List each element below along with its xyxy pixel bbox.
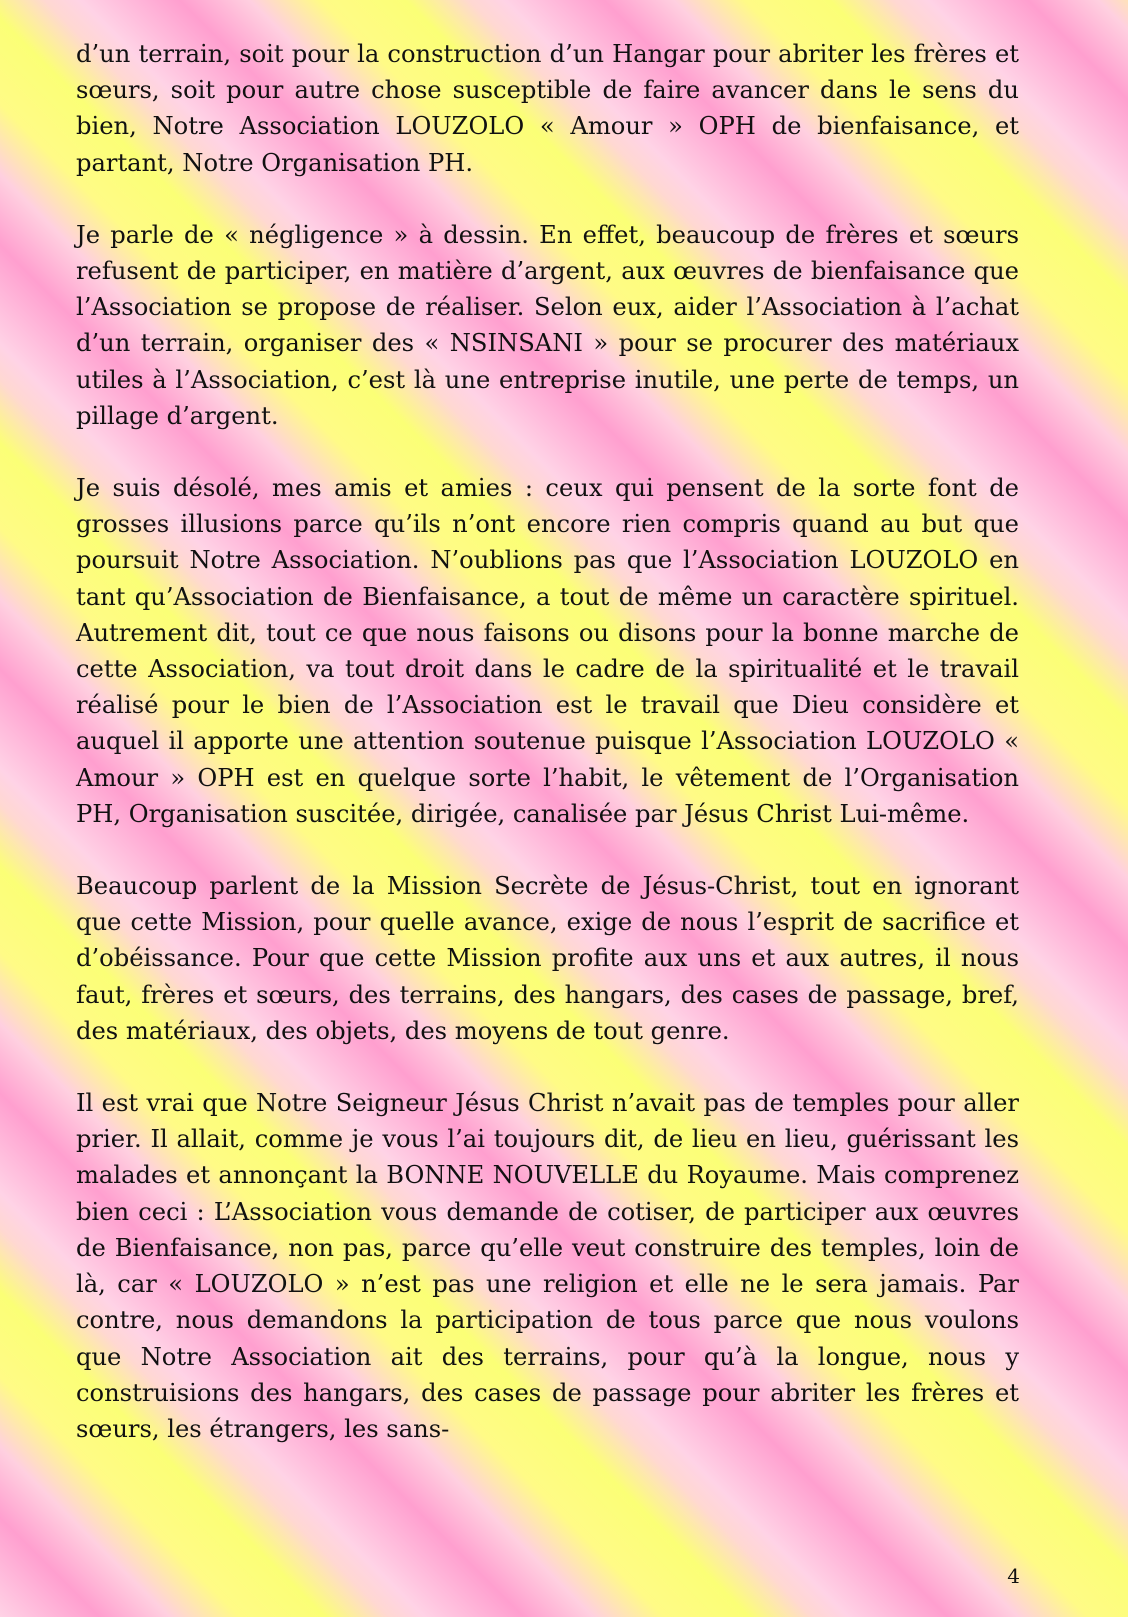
paragraph-5: Il est vrai que Notre Seigneur Jésus Christ n’avait pas de temples pour aller prier. Il allait, comme je vous l’ai toujours dit, de lieu en lieu, guérissant les malades et annonçant la BONNE NOUVELLE du Royaume. Mais comprenez bien ceci : L’Association vous demande de cotiser, de participer aux œuvres de Bienfaisance, non pas, parce qu’elle veut construire des temples, loin de là, car « LOUZOLO » n’est pas une religion et elle ne le sera jamais. Par contre, nous demandons la participation de tous parce que nous voulons que Notre Association ait des terrains, pour qu’à la longue, nous y construisions des hangars, des cases de passage pour abriter les frères et sœurs, les étrangers, les sans- [76,1089,1019,1443]
paragraph-3: Je suis désolé, mes amis et amies : ceux qui pensent de la sorte font de grosses illusions parce qu’ils n’ont encore rien compris quand au but que poursuit Notre Association. N’oublions pas que l’Association LOUZOLO en tant qu’Association de Bienfaisance, a tout de même un caractère spirituel. Autrement dit, tout ce que nous faisons ou disons pour la bonne marche de cette Association, va tout droit dans le cadre de la spiritualité et le travail réalisé pour le bien de l’Association est le travail que Dieu considère et auquel il apporte une attention soutenue puisque l’Association LOUZOLO « Amour » OPH est en quelque sorte l’habit, le vêtement de l’Organisation PH, Organisation suscitée, dirigée, canalisée par Jésus Christ Lui-même. [76,474,1019,828]
paragraph-2: Je parle de « négligence » à dessin. En effet, beaucoup de frères et sœurs refusent de participer, en matière d’argent, aux œuvres de bienfaisance que l’Association se propose de réaliser. Selon eux, aider l’Association à l’achat d’un terrain, organiser des « NSINSANI » pour se procurer des matériaux utiles à l’Association, c’est là une entreprise inutile, une perte de temps, un pillage d’argent. [76,220,1019,430]
document-page [76,36,1019,1483]
paragraph-1: d’un terrain, soit pour la construction d’un Hangar pour abriter les frères et sœurs, soit pour autre chose susceptible de faire avancer dans le sens du bien, Notre Association LOUZOLO « Amour » OPH de bienfaisance, et partant, Notre Organisation PH. [76,40,1019,177]
page-number: 4 [1007,1564,1020,1588]
paragraph-4: Beaucoup parlent de la Mission Secrète de Jésus-Christ, tout en ignorant que cette Mission, pour quelle avance, exige de nous l’esprit de sacrifice et d’obéissance. Pour que cette Mission profite aux uns et aux autres, il nous faut, frères et sœurs, des terrains, des hangars, des cases de passage, bref, des matériaux, des objets, des moyens de tout genre. [76,872,1019,1045]
